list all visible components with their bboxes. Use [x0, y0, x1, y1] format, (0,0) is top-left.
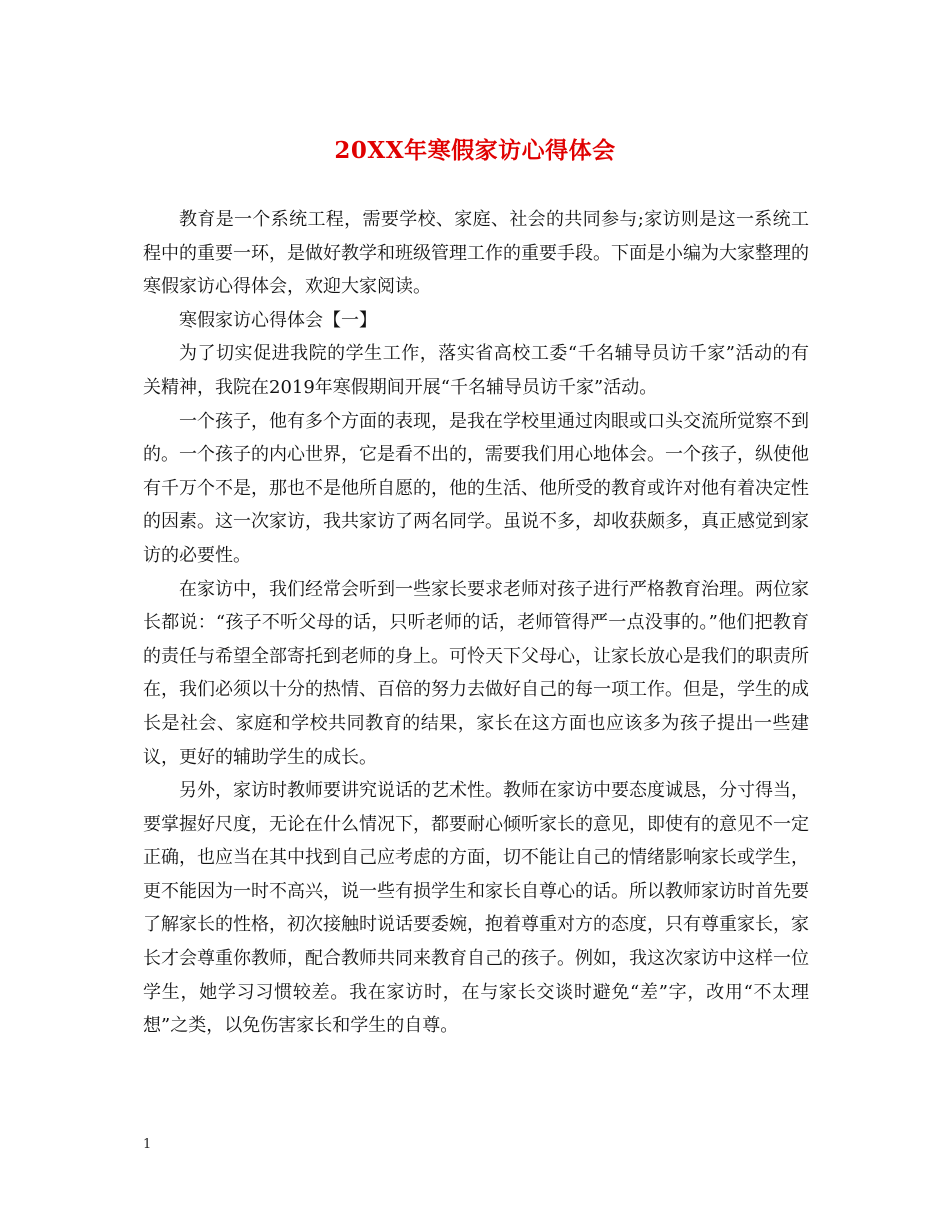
page-number: 1	[143, 1137, 152, 1152]
paragraph-intro: 教育是一个系统工程，需要学校、家庭、社会的共同参与;家访则是这一系统工程中的重要一环，是做好教学和班级管理工作的重要手段。下面是小编为大家整理的寒假家访心得体会，欢迎大家阅读。	[143, 209, 809, 298]
paragraph-child: 一个孩子，他有多个方面的表现，是我在学校里通过肉眼或口头交流所觉察不到的。一个孩子的内心世界，它是看不出的，需要我们用心地体会。一个孩子，纵使他有千万个不是，那也不是他所自愿的，他的生活、他所受的教育或许对他有着决定性的因素。这一次家访，我共家访了两名同学。虽说不多，却收获颇多，真正感觉到家访的必要性。	[143, 410, 809, 566]
document-title: 20XX年寒假家访心得体会	[334, 137, 616, 164]
section-heading: 寒假家访心得体会【一】	[179, 309, 377, 331]
paragraph-activity: 为了切实促进我院的学生工作，落实省高校工委“千名辅导员访千家”活动的有关精神，我院在2019年寒假期间开展“千名辅导员访千家”活动。	[143, 343, 809, 398]
document-body	[143, 203, 809, 1043]
paragraph-parents: 在家访中，我们经常会听到一些家长要求老师对孩子进行严格教育治理。两位家长都说：“孩子不听父母的话，只听老师的话，老师管得严一点没事的。”他们把教育的责任与希望全部寄托到老师的身上。可怜天下父母心，让家长放心是我们的职责所在，我们必须以十分的热情、百倍的努力去做好自己的每一项工作。但是，学生的成长是社会、家庭和学校共同教育的结果，家长在这方面也应该多为孩子提出一些建议，更好的辅助学生的成长。	[143, 578, 809, 768]
paragraph-speech-art: 另外，家访时教师要讲究说话的艺术性。教师在家访中要态度诚恳，分寸得当，要掌握好尺度，无论在什么情况下，都要耐心倾听家长的意见，即使有的意见不一定正确，也应当在其中找到自己应考虑的方面，切不能让自己的情绪影响家长或学生，更不能因为一时不高兴，说一些有损学生和家长自尊心的话。所以教师家访时首先要了解家长的性格，初次接触时说话要委婉，抱着尊重对方的态度，只有尊重家长，家长才会尊重你教师，配合教师共同来教育自己的孩子。例如，我这次家访中这样一位学生，她学习习惯较差。我在家访时，在与家长交谈时避免“差”字，改用“不太理想”之类，以免伤害家长和学生的自尊。	[143, 780, 809, 1037]
